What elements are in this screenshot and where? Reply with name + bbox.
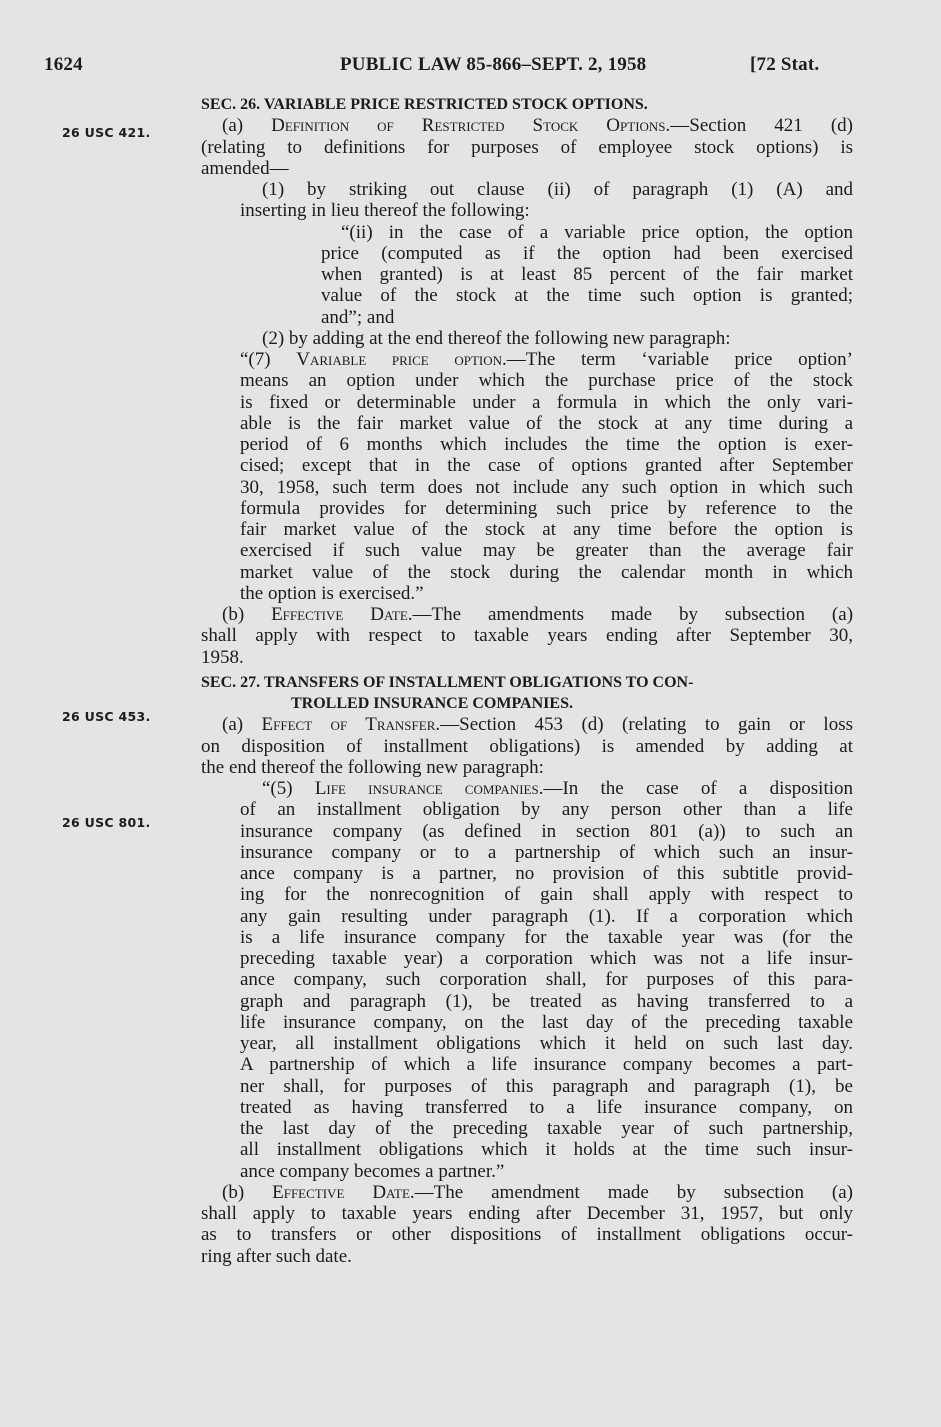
paragraph	[201, 604, 853, 668]
text-line	[201, 1182, 853, 1203]
paragraph	[321, 222, 853, 328]
text-line: all installment obligations which it holds at the time such insur-	[240, 1139, 853, 1161]
text-segment: —The term ‘variable price option’	[506, 349, 853, 370]
text-segment: (b)	[222, 1181, 273, 1203]
text-line: (relating to definitions for purposes of employee stock options) is	[201, 136, 853, 158]
text-line: ance company is a partner, no provision of this subtitle provid-	[240, 863, 853, 884]
running-title: PUBLIC LAW 85-866–SEPT. 2, 1958	[340, 54, 647, 75]
text-line: ring after such date.	[201, 1245, 352, 1267]
text-line: is fixed or determinable under a formula in which the only vari-	[240, 391, 853, 413]
text-line: 30, 1958, such term does not include any such option in which such	[240, 476, 853, 498]
text-line: the end thereof the following new paragraph:	[201, 756, 544, 778]
section-heading	[201, 94, 853, 115]
text-line: cised; except that in the case of options granted after September	[240, 455, 853, 477]
text-line: life insurance company, on the last day of the preceding taxable	[240, 1011, 853, 1033]
text-segment: “(7)	[240, 349, 297, 370]
text-segment: “(5)	[262, 778, 315, 799]
text-line	[201, 714, 853, 735]
document-body	[201, 90, 853, 1267]
text-line: the last day of the preceding taxable year of such partnership,	[240, 1118, 853, 1139]
paragraph	[201, 1182, 853, 1267]
text-line	[201, 115, 853, 136]
text-line: year, all installment obligations which it held on such last day.	[240, 1033, 853, 1054]
subsection-caption: Variable price option.	[296, 349, 507, 370]
paragraph	[240, 349, 853, 604]
text-line	[240, 778, 853, 799]
text-line: ing for the nonrecognition of gain shall apply with respect to	[240, 884, 853, 906]
text-line	[240, 349, 853, 370]
text-line: insurance company or to a partnership of which such an insur-	[240, 841, 853, 863]
section-heading	[291, 693, 853, 714]
section-heading	[201, 672, 853, 693]
text-line: value of the stock at the time such option is granted;	[321, 285, 853, 307]
text-line: (2) by adding at the end thereof the following new paragraph:	[262, 327, 731, 349]
text-line: price (computed as if the option had been exercised	[321, 242, 853, 264]
margin-note: 26 USC 453.	[62, 709, 151, 724]
text-segment: (a)	[222, 115, 272, 137]
text-line: “(ii) in the case of a variable price option, the option	[341, 221, 853, 243]
paragraph	[240, 179, 853, 222]
text-line: period of 6 months which includes the time the option is exer-	[240, 434, 853, 455]
page-number: 1624	[44, 54, 83, 75]
text-line: exercised if such value may be greater than the average fair	[240, 540, 853, 562]
text-line: fair market value of the stock at any time before the option is	[240, 519, 853, 540]
text-line: TROLLED INSURANCE COMPANIES.	[291, 695, 573, 712]
text-line: amended—	[201, 157, 289, 179]
margin-note: 26 USC 801.	[62, 815, 151, 830]
subsection-caption: Effective Date.	[272, 1181, 415, 1203]
subsection-caption: Definition of Restricted Stock Options.	[271, 115, 671, 137]
text-line: SEC. 26. VARIABLE PRICE RESTRICTED STOCK OPTIONS.	[201, 96, 648, 113]
paragraph	[201, 714, 853, 778]
text-line: shall apply with respect to taxable years ending after September 30,	[201, 625, 853, 647]
text-segment: (b)	[222, 604, 272, 625]
text-line: on disposition of installment obligations) is amended by adding at	[201, 735, 853, 757]
paragraph	[201, 115, 853, 179]
text-segment: —In the case of a disposition	[543, 778, 853, 799]
text-line: insurance company (as defined in section 801 (a)) to such an	[240, 820, 853, 842]
paragraph	[240, 328, 853, 349]
text-segment: —Section 453 (d) (relating to gain or loss	[440, 714, 853, 736]
subsection-caption: Effective Date.	[271, 604, 413, 625]
text-line: the option is exercised.”	[240, 582, 424, 604]
text-line: able is the fair market value of the stock at any time during a	[240, 412, 853, 434]
statute-volume: [72 Stat.	[750, 54, 820, 75]
text-line: A partnership of which a life insurance company becomes a part-	[240, 1054, 853, 1076]
text-line: market value of the stock during the calendar month in which	[240, 561, 853, 583]
text-line: graph and paragraph (1), be treated as having transferred to a	[240, 990, 853, 1012]
text-segment: —The amendment made by subsection (a)	[414, 1181, 854, 1203]
text-line: (1) by striking out clause (ii) of paragraph (1) (A) and	[262, 179, 853, 200]
text-line	[201, 604, 853, 625]
text-line: ner shall, for purposes of this paragraph and paragraph (1), be	[240, 1075, 853, 1097]
text-segment: —The amendments made by subsection (a)	[412, 604, 854, 625]
text-line: treated as having transferred to a life insurance company, on	[240, 1096, 853, 1118]
subsection-caption: Life insurance companies.	[314, 778, 544, 799]
margin-note: 26 USC 421.	[62, 125, 151, 140]
text-line: when granted) is at least 85 percent of the fair market	[321, 264, 853, 285]
text-line: inserting in lieu thereof the following:	[240, 200, 530, 222]
text-segment: (a)	[222, 714, 262, 736]
paragraph	[240, 778, 853, 1182]
text-line: shall apply to taxable years ending after December 31, 1957, but only	[201, 1203, 853, 1224]
text-line: and”; and	[321, 306, 395, 328]
text-line: preceding taxable year) a corporation which was not a life insur-	[240, 948, 853, 969]
text-line: ance company, such corporation shall, for purposes of this para-	[240, 969, 853, 991]
text-line: any gain resulting under paragraph (1). If a corporation which	[240, 905, 853, 927]
text-line: SEC. 27. TRANSFERS OF INSTALLMENT OBLIGATIONS TO CON-	[201, 673, 694, 691]
subsection-caption: Effect of Transfer.	[261, 714, 441, 736]
text-line: formula provides for determining such price by reference to the	[240, 497, 853, 519]
text-line: of an installment obligation by any person other than a life	[240, 799, 853, 821]
text-segment: —Section 421 (d)	[670, 115, 853, 137]
text-line: means an option under which the purchase price of the stock	[240, 370, 853, 392]
text-line: as to transfers or other dispositions of installment obligations occur-	[201, 1224, 853, 1246]
text-line: is a life insurance company for the taxable year was (for the	[240, 926, 853, 948]
text-line: 1958.	[201, 646, 244, 668]
text-line: ance company becomes a partner.”	[240, 1160, 505, 1182]
